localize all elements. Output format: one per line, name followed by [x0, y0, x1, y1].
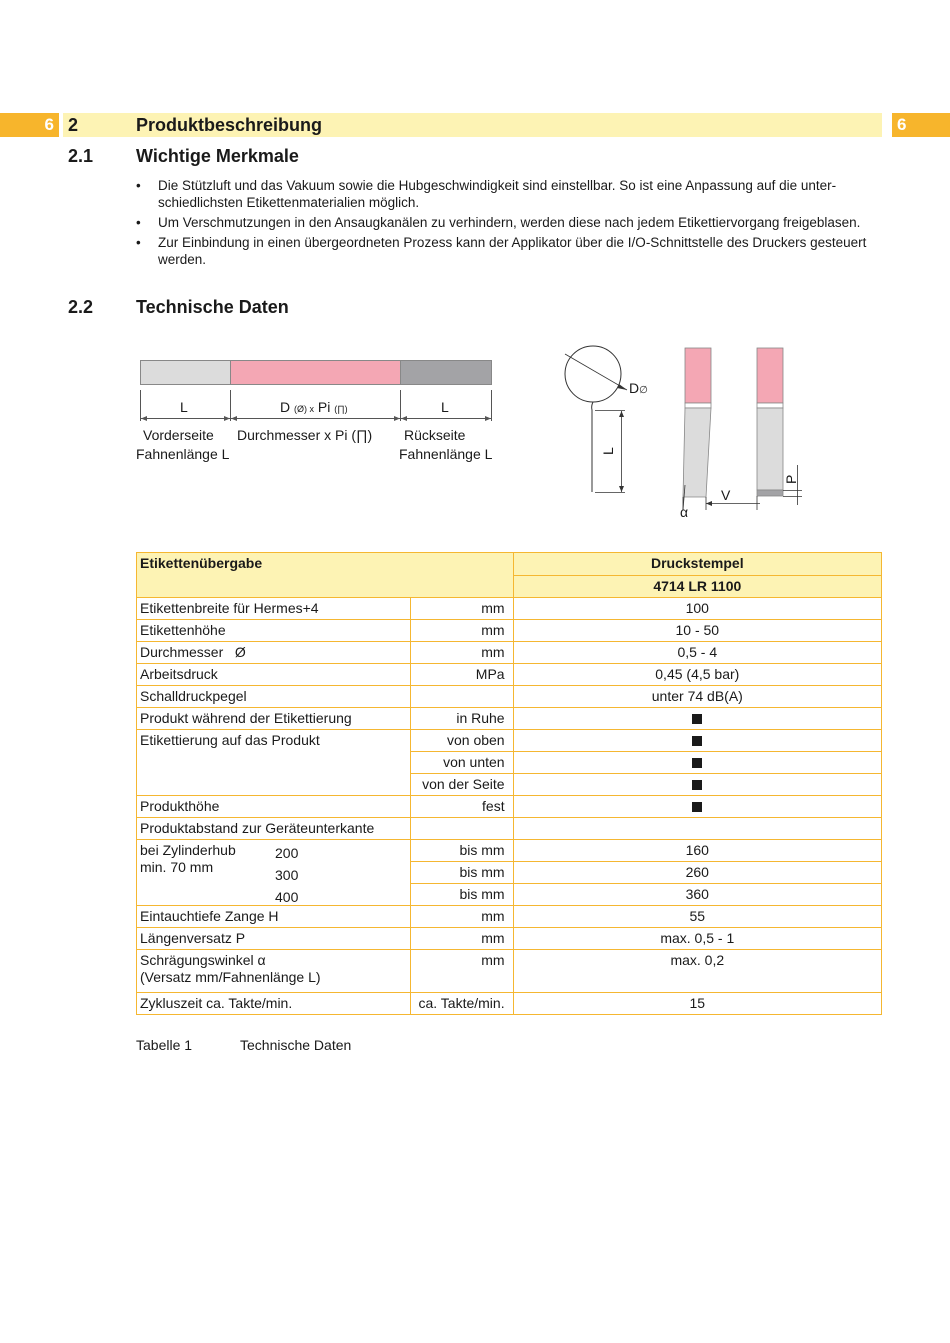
row-unit: bis mm	[410, 884, 513, 906]
row-label: Etikettenhöhe	[137, 620, 411, 642]
stamp-alpha-label: α	[680, 504, 689, 520]
row-unit: bis mm	[410, 862, 513, 884]
row-unit: von oben	[410, 730, 513, 752]
cylinder-label-line: bei Zylinderhub	[140, 842, 236, 858]
cylinder-hubs	[275, 842, 298, 908]
table-header-row	[137, 553, 882, 576]
row-value: 0,5 - 4	[513, 642, 881, 664]
row-value-mark	[513, 796, 881, 818]
table-row	[137, 642, 882, 664]
table-caption-text: Technische Daten	[240, 1037, 352, 1053]
row-label	[137, 950, 411, 993]
cylinder-hub-value: 300	[275, 867, 299, 883]
row-unit: bis mm	[410, 840, 513, 862]
row-value	[513, 818, 881, 840]
table-row	[137, 686, 882, 708]
section-number: 2.1	[68, 146, 94, 166]
page-number-right: 6	[892, 113, 950, 137]
cylinder-label-line: min. 70 mm	[140, 859, 214, 875]
row-value: max. 0,5 - 1	[513, 928, 881, 950]
row-label: Produkt während der Etikettierung	[137, 708, 411, 730]
row-label: Durchmesser Ø	[137, 642, 411, 664]
row-value: 260	[513, 862, 881, 884]
list-item: • Die Stützluft und das Vakuum sowie die Hubgeschwindigkeit sind einstellbar. So ist eine Anpassung auf die unter-schiedlichsten Etikettenmaterialien möglich.	[136, 177, 886, 211]
row-unit: ca. Takte/min.	[410, 993, 513, 1015]
row-label: Eintauchtiefe Zange H	[137, 906, 411, 928]
filled-square-icon	[692, 736, 702, 746]
table-row	[137, 928, 882, 950]
table-caption-label: Tabelle 1	[136, 1037, 193, 1053]
section-number: 2.2	[68, 297, 94, 317]
row-value: 15	[513, 993, 881, 1015]
filled-square-icon	[692, 780, 702, 790]
dim-mid-label: D (Ø) x Pi (∏)	[280, 399, 348, 415]
table-row	[137, 664, 882, 686]
row-value: 160	[513, 840, 881, 862]
row-unit	[410, 686, 513, 708]
stamp-diagram	[670, 345, 810, 525]
table-row	[137, 993, 882, 1015]
table-row	[137, 950, 882, 993]
row-value-mark	[513, 730, 881, 752]
row-unit	[410, 818, 513, 840]
table-header-right-2: 4714 LR 1100	[513, 575, 881, 598]
back-label: Rückseite	[404, 427, 466, 443]
row-unit: von der Seite	[410, 774, 513, 796]
row-label: Arbeitsdruck	[137, 664, 411, 686]
chapter-number: 2	[68, 115, 79, 135]
spec-table	[136, 552, 882, 1015]
row-label: Etikettierung auf das Produkt	[137, 730, 411, 796]
row-unit: mm	[410, 928, 513, 950]
row-unit: fest	[410, 796, 513, 818]
row-unit: mm	[410, 620, 513, 642]
row-unit: mm	[410, 906, 513, 928]
middle-label: Durchmesser x Pi (∏)	[237, 427, 373, 443]
table-row	[137, 840, 882, 862]
table-row	[137, 818, 882, 840]
circle-diameter-label: D∅	[629, 380, 648, 396]
table-row	[137, 730, 882, 752]
row-unit: von unten	[410, 752, 513, 774]
diameter-diagram	[555, 340, 665, 500]
row-value-mark	[513, 774, 881, 796]
section-title: Wichtige Merkmale	[136, 146, 299, 166]
row-value: 100	[513, 598, 881, 620]
row-unit: mm	[410, 950, 513, 993]
table-row	[137, 906, 882, 928]
row-label: Produkthöhe	[137, 796, 411, 818]
row-value: 10 - 50	[513, 620, 881, 642]
filled-square-icon	[692, 714, 702, 724]
row-label: Etikettenbreite für Hermes+4	[137, 598, 411, 620]
row-value: 55	[513, 906, 881, 928]
table-header-left: Etikettenübergabe	[137, 553, 514, 598]
tape-back-segment	[400, 360, 492, 385]
list-item: • Um Verschmutzungen in den Ansaugkanälen zu verhindern, werden diese nach jedem Etikettiervorgang freigeblasen.	[136, 214, 886, 231]
row-unit: mm	[410, 598, 513, 620]
row-label: Schalldruckpegel	[137, 686, 411, 708]
filled-square-icon	[692, 758, 702, 768]
cylinder-hub-value: 200	[275, 845, 299, 861]
row-label: Zykluszeit ca. Takte/min.	[137, 993, 411, 1015]
dim-right-label: L	[441, 399, 449, 415]
row-unit: in Ruhe	[410, 708, 513, 730]
cylinder-hub-value: 400	[275, 889, 299, 905]
skew-label-line: (Versatz mm/Fahnenlänge L)	[140, 969, 321, 985]
table-row	[137, 708, 882, 730]
page-number-left: 6	[0, 113, 59, 137]
row-label: Längenversatz P	[137, 928, 411, 950]
feature-list	[136, 177, 886, 271]
front-label: Vorderseite	[143, 427, 214, 443]
cylinder-label	[140, 842, 236, 876]
cylinder-stroke-cell	[137, 840, 411, 906]
row-value: max. 0,2	[513, 950, 881, 993]
filled-square-icon	[692, 802, 702, 812]
row-value: 360	[513, 884, 881, 906]
skew-label-line: Schrägungswinkel α	[140, 952, 266, 968]
tape-front-segment	[140, 360, 231, 385]
front-length-label: Fahnenlänge L	[136, 446, 230, 462]
table-row	[137, 796, 882, 818]
section-title: Technische Daten	[136, 297, 289, 317]
row-unit: MPa	[410, 664, 513, 686]
stamp-v-label: V	[721, 487, 731, 503]
dim-left-label: L	[180, 399, 188, 415]
stamp-p-label: P	[783, 474, 799, 484]
row-value-mark	[513, 752, 881, 774]
list-item: • Zur Einbindung in einen übergeordneten Prozess kann der Applikator über die I/O-Schnittstelle des Druckers gesteuert werden.	[136, 234, 886, 268]
row-unit: mm	[410, 642, 513, 664]
table-row	[137, 598, 882, 620]
row-value: 0,45 (4,5 bar)	[513, 664, 881, 686]
row-value: unter 74 dB(A)	[513, 686, 881, 708]
table-row	[137, 620, 882, 642]
chapter-title: Produktbeschreibung	[136, 115, 323, 135]
row-value-mark	[513, 708, 881, 730]
row-label: Produktabstand zur Geräteunterkante	[137, 818, 411, 840]
table-header-right-1: Druckstempel	[513, 553, 881, 576]
back-length-label: Fahnenlänge L	[399, 446, 493, 462]
circle-length-label: L	[600, 447, 616, 455]
tape-middle-segment	[230, 360, 401, 385]
